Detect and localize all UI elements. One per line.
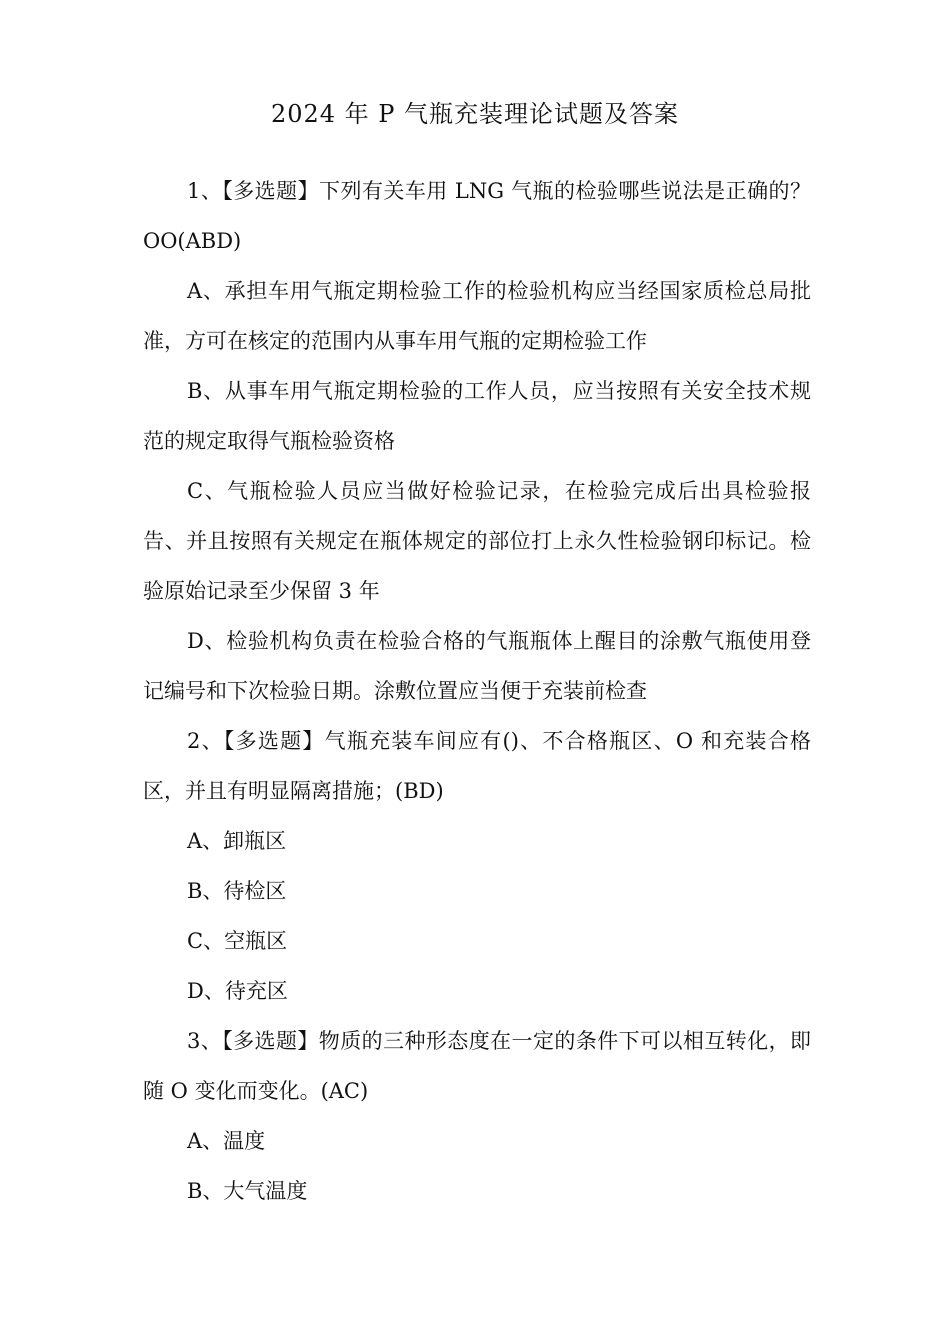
option-b: B、待检区 bbox=[187, 879, 287, 903]
question-stem: 3、【多选题】物质的三种形态度在一定的条件下可以相互转化，即随 O 变化而变化。(AC) bbox=[143, 1029, 811, 1103]
option-d: D、待充区 bbox=[187, 979, 288, 1003]
option-a: A、卸瓶区 bbox=[187, 829, 287, 853]
question-1 bbox=[143, 166, 811, 716]
question-2 bbox=[143, 716, 811, 1016]
option-c: C、气瓶检验人员应当做好检验记录，在检验完成后出具检验报告、并且按照有关规定在瓶体规定的部位打上永久性检验钢印标记。检验原始记录至少保留 3 年 bbox=[143, 479, 811, 603]
question-list bbox=[143, 166, 811, 1216]
question-stem: 2、【多选题】气瓶充装车间应有()、不合格瓶区、O 和充装合格区，并且有明显隔离措施；(BD) bbox=[143, 729, 811, 803]
option-b: B、从事车用气瓶定期检验的工作人员，应当按照有关安全技术规范的规定取得气瓶检验资格 bbox=[143, 379, 811, 453]
option-b: B、大气温度 bbox=[187, 1179, 308, 1203]
option-c: C、空瓶区 bbox=[187, 929, 288, 953]
option-d: D、检验机构负责在检验合格的气瓶瓶体上醒目的涂敷气瓶使用登记编号和下次检验日期。涂敷位置应当便于充装前检查 bbox=[143, 629, 811, 703]
document-title: 2024 年 P 气瓶充装理论试题及答案 bbox=[270, 100, 680, 128]
option-a: A、承担车用气瓶定期检验工作的检验机构应当经国家质检总局批准，方可在核定的范围内从事车用气瓶的定期检验工作 bbox=[143, 279, 811, 353]
question-stem: 1、【多选题】下列有关车用 LNG 气瓶的检验哪些说法是正确的？OO(ABD) bbox=[143, 179, 811, 253]
question-3 bbox=[143, 1016, 811, 1216]
option-a: A、温度 bbox=[187, 1129, 266, 1153]
